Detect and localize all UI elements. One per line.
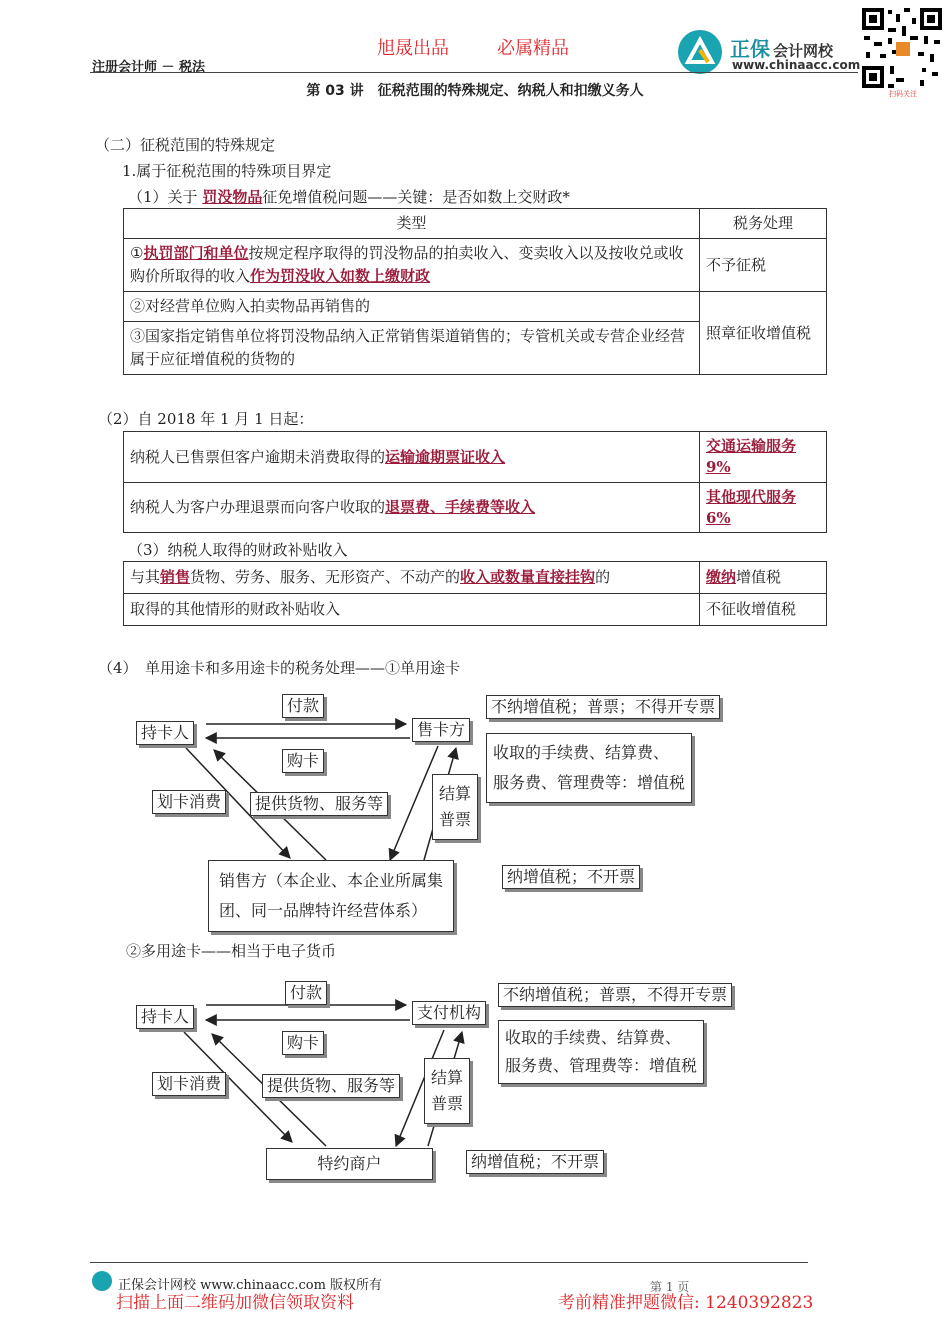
arrow-settle-down bbox=[390, 746, 438, 860]
footer-copyright: 正保会计网校 www.chinaacc.com 版权所有 bbox=[118, 1278, 383, 1293]
table-cell: 取得的其他情形的财政补贴收入 bbox=[124, 594, 700, 626]
table-cell: 不予征税 bbox=[700, 239, 827, 292]
item1-label: （1）关于 罚没物品征免增值税问题——关键：是否如数上交财政* bbox=[128, 188, 570, 206]
fees-vat-box: 收取的手续费、结算费、 服务费、管理费等：增值税 bbox=[486, 733, 692, 803]
table-cell: 交通运输服务9% bbox=[700, 432, 827, 483]
qr-caption: 扫码关注 bbox=[889, 90, 917, 98]
table-cell: ③国家指定销售单位将罚没物品纳入正常销售渠道销售的；专管机关或专营企业经营属于应征增值税的货物的 bbox=[124, 322, 700, 375]
col-type-header: 类型 bbox=[124, 209, 700, 239]
sales-party-box: 销售方（本企业、本企业所属集 团、同一品牌特许经营体系） bbox=[208, 860, 454, 932]
vat-no-invoice-box: 纳增值税；不开票 bbox=[502, 865, 640, 889]
settle-invoice-box: 结算 普票 bbox=[432, 774, 478, 840]
table-cell: ①执罚部门和单位按规定程序取得的罚没物品的拍卖收入、变卖收入以及按收兑或收购价所取得的收入作为罚没收入如数上缴财政 bbox=[124, 239, 700, 292]
section-heading: （二）征税范围的特殊规定 bbox=[95, 136, 276, 154]
table-cell: 不征收增值税 bbox=[700, 594, 827, 626]
no-vat-box: 不纳增值税；普票；不得开专票 bbox=[486, 695, 720, 719]
fees-vat-box-2: 收取的手续费、结算费、 服务费、管理费等：增值税 bbox=[498, 1020, 704, 1084]
table-cell: 其他现代服务6% bbox=[700, 483, 827, 533]
card-holder-box-2: 持卡人 bbox=[136, 1005, 194, 1029]
card-seller-box: 售卡方 bbox=[412, 718, 470, 742]
promo-left: 扫描上面二维码加微信领取资料 bbox=[116, 1293, 354, 1313]
special-merchant-box: 特约商户 bbox=[266, 1148, 433, 1180]
header-slogan-right: 必属精品 bbox=[497, 38, 569, 59]
item3-label: （3）纳税人取得的财政补贴收入 bbox=[128, 541, 348, 559]
lecture-title: 第 03 讲 征税范围的特殊规定、纳税人和扣缴义务人 bbox=[306, 83, 644, 99]
table-cell: 纳税人已售票但客户逾期未消费取得的运输逾期票证收入 bbox=[124, 432, 700, 483]
promo-right: 考前精准押题微信: 1240392823 bbox=[558, 1293, 814, 1313]
buy-card-label-2: 购卡 bbox=[282, 1031, 324, 1055]
vat-no-invoice-box-2: 纳增值税；不开票 bbox=[466, 1150, 604, 1174]
no-vat-box-2: 不纳增值税；普票，不得开专票 bbox=[498, 983, 732, 1007]
swipe-label: 划卡消费 bbox=[152, 790, 226, 814]
table-cell: 缴纳增值税 bbox=[700, 562, 827, 594]
pay-label: 付款 bbox=[282, 694, 324, 718]
logo-name: 正保 会计网校 bbox=[730, 37, 834, 61]
item4-label: （4） 单用途卡和多用途卡的税务处理——①单用途卡 bbox=[98, 659, 461, 677]
footer-rule bbox=[90, 1262, 808, 1263]
footer-logo-icon bbox=[92, 1271, 112, 1291]
settle-invoice-box-2: 结算 普票 bbox=[424, 1058, 470, 1124]
col-tax-header: 税务处理 bbox=[700, 209, 827, 239]
header-subject: 注册会计师 － 税法 bbox=[92, 60, 206, 75]
item2-label: （2）自 2018 年 1 月 1 日起： bbox=[98, 410, 314, 428]
card-holder-box: 持卡人 bbox=[136, 721, 194, 745]
header-slogan-left: 旭晟出品 bbox=[377, 38, 449, 59]
provide-goods-label-2: 提供货物、服务等 bbox=[262, 1074, 400, 1098]
pay-label-2: 付款 bbox=[285, 981, 327, 1005]
logo-url: www.chinaacc.com bbox=[732, 58, 861, 72]
multi-purpose-card-label: ②多用途卡——相当于电子货币 bbox=[126, 942, 337, 960]
swipe-label-2: 划卡消费 bbox=[152, 1072, 226, 1096]
table-cell: ②对经营单位购入拍卖物品再销售的 bbox=[124, 292, 700, 322]
table-cell: 照章征收增值税 bbox=[700, 292, 827, 375]
provide-goods-label: 提供货物、服务等 bbox=[250, 792, 388, 816]
subsection-heading: 1.属于征税范围的特殊项目界定 bbox=[122, 162, 332, 180]
table-cell: 与其销售货物、劳务、服务、无形资产、不动产的收入或数量直接挂钩的 bbox=[124, 562, 700, 594]
page-number: 第 1 页 bbox=[650, 1280, 690, 1294]
buy-card-label: 购卡 bbox=[282, 749, 324, 773]
payment-institution-box: 支付机构 bbox=[412, 1001, 486, 1025]
table-cell: 纳税人为客户办理退票而向客户收取的退票费、手续费等收入 bbox=[124, 483, 700, 533]
